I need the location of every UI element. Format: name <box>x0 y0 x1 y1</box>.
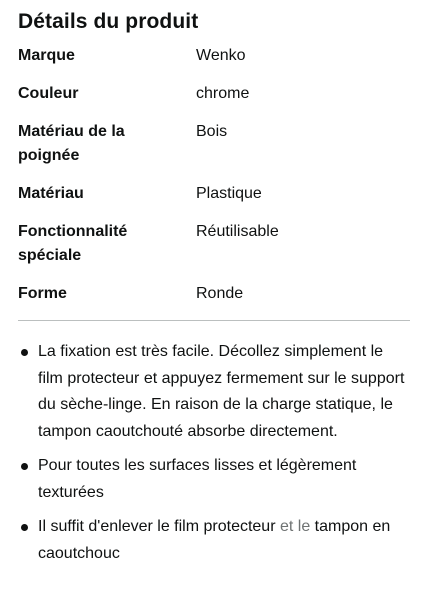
bullet-dot-icon <box>21 463 28 470</box>
detail-label: Forme <box>18 285 67 302</box>
detail-row-handle-material <box>18 120 410 182</box>
detail-label: Fonctionnalité spéciale <box>18 223 128 264</box>
feature-bullet <box>18 514 410 567</box>
section-title: Détails du produit <box>18 10 199 33</box>
detail-value: Wenko <box>196 47 246 64</box>
bullet-dot-icon <box>21 349 28 356</box>
detail-row-brand <box>18 44 410 82</box>
detail-value: chrome <box>196 85 250 102</box>
detail-value: Ronde <box>196 285 244 302</box>
detail-value: Réutilisable <box>196 223 279 240</box>
product-details-table <box>18 44 410 320</box>
detail-row-shape <box>18 282 410 320</box>
feature-bullet-text: La fixation est très facile. Décollez simplement le film protecteur et appuyez fermement sur le support du sèche-linge. En raison de la charge statique, le tampon caoutchouté absorbe directement. <box>38 343 405 440</box>
feature-bullet-list <box>18 339 410 567</box>
section-divider <box>18 320 410 321</box>
feature-bullet-text-faded: et le <box>275 518 311 535</box>
detail-row-color <box>18 82 410 120</box>
detail-label: Marque <box>18 47 75 64</box>
detail-label: Matériau de la poignée <box>18 123 125 164</box>
feature-bullet <box>18 453 410 506</box>
detail-row-material <box>18 182 410 220</box>
detail-label: Couleur <box>18 85 79 102</box>
detail-row-special-feature <box>18 220 410 282</box>
detail-value: Bois <box>196 123 228 140</box>
feature-bullet <box>18 339 410 445</box>
feature-bullet-text-end: tampon en caoutchouc <box>38 518 391 562</box>
feature-bullet-text: Pour toutes les surfaces lisses et légèrement texturées <box>38 457 357 501</box>
feature-bullet-text: Il suffit d'enlever le film protecteur <box>38 518 276 535</box>
detail-label: Matériau <box>18 185 84 202</box>
bullet-dot-icon <box>21 524 28 531</box>
detail-value: Plastique <box>196 185 262 202</box>
